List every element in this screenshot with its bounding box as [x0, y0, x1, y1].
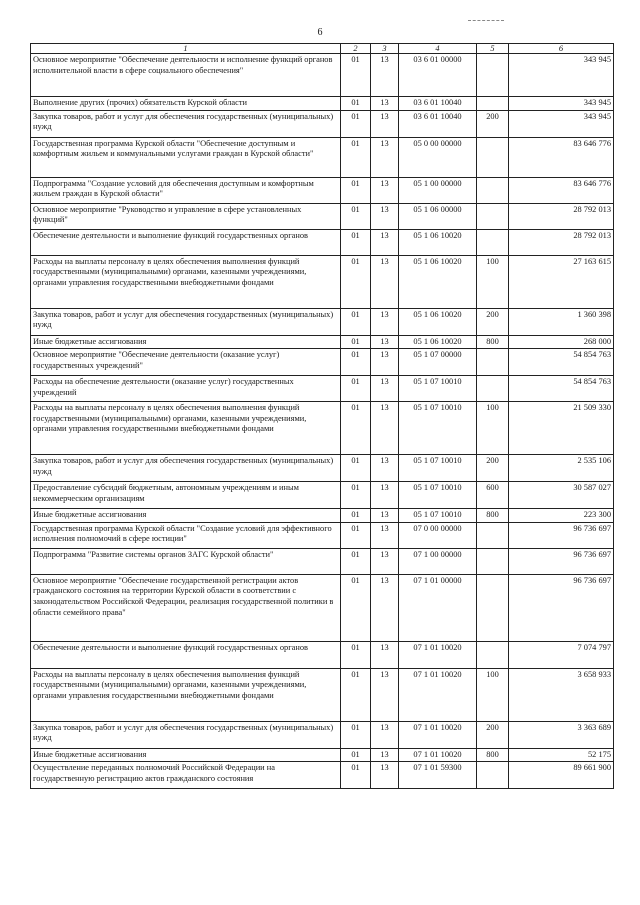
amount-cell: 89 661 900 [509, 762, 614, 789]
header-cell: 3 [371, 44, 399, 54]
table-row [31, 762, 614, 789]
header-cell: 2 [341, 44, 371, 54]
expense-type-cell: 200 [477, 455, 509, 482]
table-row [31, 548, 614, 574]
target-article-cell: 07 1 01 59300 [399, 762, 477, 789]
item-name-cell: Расходы на обеспечение деятельности (оказание услуг) государственных учреждений [31, 376, 341, 402]
amount-cell: 343 945 [509, 54, 614, 97]
subsection-code-cell: 13 [371, 455, 399, 482]
target-article-cell: 05 1 07 10010 [399, 509, 477, 523]
item-name-cell: Расходы на выплаты персоналу в целях обеспечения выполнения функций государственными (муниципальными) органами, казенными учреждениями, органами управления государственными внебюджетными фондами [31, 668, 341, 721]
item-name-cell: Государственная программа Курской области "Создание условий для эффективного исполнения полномочий в сфере юстиции" [31, 522, 341, 548]
expense-type-cell: 800 [477, 509, 509, 523]
expense-type-cell: 800 [477, 748, 509, 762]
subsection-code-cell: 13 [371, 376, 399, 402]
amount-cell: 1 360 398 [509, 308, 614, 335]
target-article-cell: 05 1 06 10020 [399, 229, 477, 255]
section-code-cell: 01 [341, 522, 371, 548]
target-article-cell: 07 1 01 10020 [399, 721, 477, 748]
expense-type-cell: 200 [477, 721, 509, 748]
section-code-cell: 01 [341, 548, 371, 574]
table-row [31, 110, 614, 137]
expense-type-cell [477, 97, 509, 111]
expense-type-cell [477, 203, 509, 229]
table-body [31, 54, 614, 789]
section-code-cell: 01 [341, 137, 371, 177]
amount-cell: 96 736 697 [509, 574, 614, 641]
section-code-cell: 01 [341, 668, 371, 721]
table-row [31, 509, 614, 523]
header-cell: 6 [509, 44, 614, 54]
target-article-cell: 03 6 01 00000 [399, 54, 477, 97]
target-article-cell: 05 1 00 00000 [399, 177, 477, 203]
table-row [31, 177, 614, 203]
amount-cell: 3 658 933 [509, 668, 614, 721]
subsection-code-cell: 13 [371, 54, 399, 97]
table-row [31, 335, 614, 349]
scan-mark [468, 20, 504, 21]
item-name-cell: Подпрограмма "Создание условий для обеспечения доступным и комфортным жильем граждан в Курской области" [31, 177, 341, 203]
item-name-cell: Обеспечение деятельности и выполнение функций государственных органов [31, 641, 341, 668]
item-name-cell: Подпрограмма "Развитие системы органов ЗАГС Курской области" [31, 548, 341, 574]
item-name-cell: Предоставление субсидий бюджетным, автономным учреждениям и иным некоммерческим организациям [31, 482, 341, 509]
table-row [31, 522, 614, 548]
section-code-cell: 01 [341, 574, 371, 641]
subsection-code-cell: 13 [371, 137, 399, 177]
item-name-cell: Основное мероприятие "Обеспечение деятельности (оказание услуг) государственных учреждений" [31, 349, 341, 376]
subsection-code-cell: 13 [371, 349, 399, 376]
section-code-cell: 01 [341, 509, 371, 523]
section-code-cell: 01 [341, 203, 371, 229]
item-name-cell: Осуществление переданных полномочий Российской Федерации на государственную регистрацию актов гражданского состояния [31, 762, 341, 789]
item-name-cell: Иные бюджетные ассигнования [31, 509, 341, 523]
table-row [31, 376, 614, 402]
table-row [31, 482, 614, 509]
subsection-code-cell: 13 [371, 97, 399, 111]
amount-cell: 343 945 [509, 110, 614, 137]
section-code-cell: 01 [341, 762, 371, 789]
item-name-cell: Основное мероприятие "Обеспечение государственной регистрации актов гражданского состояния на территории Курской области в соответствии с законодательством Российской Федерации, реализация государственной политики в области семейного права" [31, 574, 341, 641]
section-code-cell: 01 [341, 721, 371, 748]
expense-type-cell [477, 522, 509, 548]
target-article-cell: 05 1 07 10010 [399, 455, 477, 482]
section-code-cell: 01 [341, 349, 371, 376]
section-code-cell: 01 [341, 54, 371, 97]
amount-cell: 96 736 697 [509, 548, 614, 574]
table-row [31, 641, 614, 668]
target-article-cell: 05 1 07 10010 [399, 402, 477, 455]
section-code-cell: 01 [341, 376, 371, 402]
section-code-cell: 01 [341, 641, 371, 668]
section-code-cell: 01 [341, 255, 371, 308]
subsection-code-cell: 13 [371, 762, 399, 789]
header-cell: 1 [31, 44, 341, 54]
item-name-cell: Иные бюджетные ассигнования [31, 335, 341, 349]
amount-cell: 30 587 027 [509, 482, 614, 509]
table-row [31, 308, 614, 335]
section-code-cell: 01 [341, 402, 371, 455]
target-article-cell: 03 6 01 10040 [399, 97, 477, 111]
target-article-cell: 07 0 00 00000 [399, 522, 477, 548]
expense-type-cell [477, 641, 509, 668]
subsection-code-cell: 13 [371, 721, 399, 748]
subsection-code-cell: 13 [371, 308, 399, 335]
expense-type-cell: 200 [477, 308, 509, 335]
expense-type-cell: 200 [477, 110, 509, 137]
expense-type-cell [477, 548, 509, 574]
item-name-cell: Обеспечение деятельности и выполнение функций государственных органов [31, 229, 341, 255]
target-article-cell: 07 1 01 10020 [399, 748, 477, 762]
table-row [31, 668, 614, 721]
subsection-code-cell: 13 [371, 177, 399, 203]
subsection-code-cell: 13 [371, 255, 399, 308]
item-name-cell: Закупка товаров, работ и услуг для обеспечения государственных (муниципальных) нужд [31, 721, 341, 748]
target-article-cell: 05 1 07 10010 [399, 482, 477, 509]
target-article-cell: 07 1 01 10020 [399, 641, 477, 668]
item-name-cell: Иные бюджетные ассигнования [31, 748, 341, 762]
section-code-cell: 01 [341, 335, 371, 349]
subsection-code-cell: 13 [371, 203, 399, 229]
subsection-code-cell: 13 [371, 748, 399, 762]
amount-cell: 268 000 [509, 335, 614, 349]
expense-type-cell: 100 [477, 255, 509, 308]
table-row [31, 137, 614, 177]
subsection-code-cell: 13 [371, 110, 399, 137]
table-row [31, 54, 614, 97]
target-article-cell: 05 1 06 10020 [399, 335, 477, 349]
amount-cell: 52 175 [509, 748, 614, 762]
table-row [31, 402, 614, 455]
expense-type-cell [477, 376, 509, 402]
expense-type-cell [477, 762, 509, 789]
subsection-code-cell: 13 [371, 548, 399, 574]
subsection-code-cell: 13 [371, 522, 399, 548]
item-name-cell: Государственная программа Курской области "Обеспечение доступным и комфортным жильем и коммунальными услугами граждан в Курской области" [31, 137, 341, 177]
target-article-cell: 05 1 06 10020 [399, 308, 477, 335]
item-name-cell: Расходы на выплаты персоналу в целях обеспечения выполнения функций государственными (муниципальными) органами, казенными учреждениями, органами управления государственными внебюджетными фондами [31, 255, 341, 308]
expense-type-cell [477, 137, 509, 177]
target-article-cell: 07 1 00 00000 [399, 548, 477, 574]
table-row [31, 349, 614, 376]
subsection-code-cell: 13 [371, 641, 399, 668]
section-code-cell: 01 [341, 748, 371, 762]
item-name-cell: Основное мероприятие "Руководство и управление в сфере установленных функций" [31, 203, 341, 229]
expense-type-cell [477, 229, 509, 255]
table-row [31, 748, 614, 762]
target-article-cell: 07 1 01 10020 [399, 668, 477, 721]
amount-cell: 21 509 330 [509, 402, 614, 455]
expense-type-cell: 100 [477, 668, 509, 721]
section-code-cell: 01 [341, 482, 371, 509]
item-name-cell: Расходы на выплаты персоналу в целях обеспечения выполнения функций государственными (муниципальными) органами, казенными учреждениями, органами управления государственными внебюджетными фондами [31, 402, 341, 455]
expense-type-cell: 800 [477, 335, 509, 349]
subsection-code-cell: 13 [371, 668, 399, 721]
target-article-cell: 05 0 00 00000 [399, 137, 477, 177]
table-row [31, 574, 614, 641]
expense-type-cell [477, 349, 509, 376]
amount-cell: 83 646 776 [509, 177, 614, 203]
section-code-cell: 01 [341, 308, 371, 335]
subsection-code-cell: 13 [371, 574, 399, 641]
amount-cell: 54 854 763 [509, 349, 614, 376]
target-article-cell: 03 6 01 10040 [399, 110, 477, 137]
header-row [31, 44, 614, 54]
table-row [31, 229, 614, 255]
expense-type-cell [477, 177, 509, 203]
expense-type-cell: 600 [477, 482, 509, 509]
budget-table [30, 43, 614, 789]
target-article-cell: 05 1 07 10010 [399, 376, 477, 402]
target-article-cell: 05 1 07 00000 [399, 349, 477, 376]
table-row [31, 455, 614, 482]
header-cell: 5 [477, 44, 509, 54]
amount-cell: 7 074 797 [509, 641, 614, 668]
amount-cell: 3 363 689 [509, 721, 614, 748]
item-name-cell: Закупка товаров, работ и услуг для обеспечения государственных (муниципальных) нужд [31, 455, 341, 482]
table-row [31, 721, 614, 748]
amount-cell: 54 854 763 [509, 376, 614, 402]
subsection-code-cell: 13 [371, 229, 399, 255]
expense-type-cell [477, 574, 509, 641]
header-cell: 4 [399, 44, 477, 54]
table-row [31, 203, 614, 229]
subsection-code-cell: 13 [371, 402, 399, 455]
expense-type-cell: 100 [477, 402, 509, 455]
subsection-code-cell: 13 [371, 335, 399, 349]
section-code-cell: 01 [341, 97, 371, 111]
page-number: 6 [317, 27, 323, 38]
target-article-cell: 05 1 06 10020 [399, 255, 477, 308]
expense-type-cell [477, 54, 509, 97]
section-code-cell: 01 [341, 229, 371, 255]
target-article-cell: 05 1 06 00000 [399, 203, 477, 229]
item-name-cell: Выполнение других (прочих) обязательств Курской области [31, 97, 341, 111]
amount-cell: 27 163 615 [509, 255, 614, 308]
amount-cell: 2 535 106 [509, 455, 614, 482]
table-row [31, 97, 614, 111]
target-article-cell: 07 1 01 00000 [399, 574, 477, 641]
amount-cell: 28 792 013 [509, 229, 614, 255]
table-row [31, 255, 614, 308]
subsection-code-cell: 13 [371, 482, 399, 509]
amount-cell: 343 945 [509, 97, 614, 111]
amount-cell: 83 646 776 [509, 137, 614, 177]
section-code-cell: 01 [341, 455, 371, 482]
amount-cell: 223 300 [509, 509, 614, 523]
amount-cell: 96 736 697 [509, 522, 614, 548]
item-name-cell: Закупка товаров, работ и услуг для обеспечения государственных (муниципальных) нужд [31, 110, 341, 137]
section-code-cell: 01 [341, 110, 371, 137]
subsection-code-cell: 13 [371, 509, 399, 523]
item-name-cell: Закупка товаров, работ и услуг для обеспечения государственных (муниципальных) нужд [31, 308, 341, 335]
amount-cell: 28 792 013 [509, 203, 614, 229]
section-code-cell: 01 [341, 177, 371, 203]
item-name-cell: Основное мероприятие "Обеспечение деятельности и исполнение функций органов исполнительной власти в сфере социального обеспечения" [31, 54, 341, 97]
